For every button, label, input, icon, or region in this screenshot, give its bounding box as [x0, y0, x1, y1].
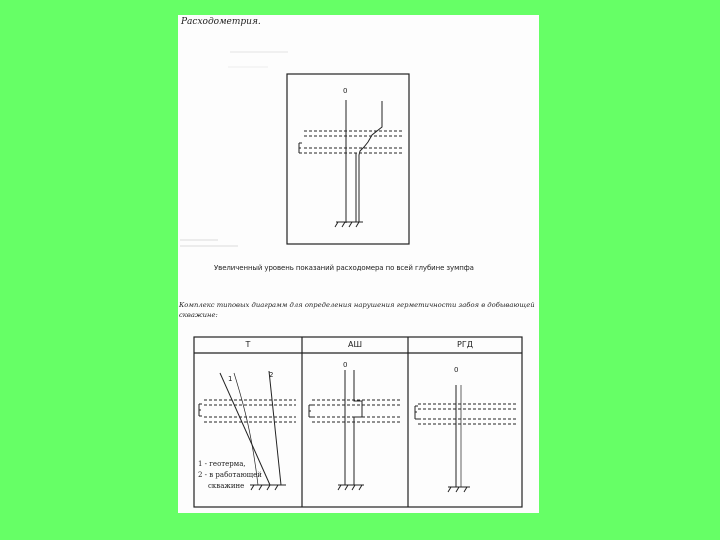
figure1-caption: Увеличенный уровень показаний расходомера по всей глубине зумпфа	[214, 264, 474, 272]
figure1-bottom-hatch	[335, 222, 359, 227]
section-caption: Комплекс типовых диаграмм для определения нарушения герметичности забоя в добывающей скважине:	[179, 301, 535, 319]
figure1-flow-curve	[359, 101, 382, 222]
scanned-document-page	[178, 15, 539, 513]
legend-line-2: 2 - в работающей	[198, 471, 262, 479]
col3-bottom-hatch	[448, 487, 467, 492]
document-heading: Расходометрия.	[181, 17, 261, 27]
col1-e-mark	[199, 404, 202, 416]
col2-bottom-hatch	[338, 485, 362, 490]
table-column-header-t: Т	[245, 340, 251, 349]
col2-e-mark	[309, 405, 312, 417]
col3-e-mark	[415, 406, 418, 419]
table-column-header-ash: АШ	[347, 340, 363, 349]
curve-label-1: 1	[228, 375, 233, 383]
working-well-curve	[269, 371, 281, 485]
legend-line-3: скважине	[208, 482, 245, 490]
col1-bottom-hatch	[251, 485, 278, 490]
legend-line-1: 1 - геотерма,	[198, 460, 246, 468]
figure1-zero-label: 0	[343, 87, 348, 95]
table-column-header-rgd: РГД	[457, 340, 473, 349]
col2-zero-label: 0	[343, 361, 348, 369]
col3-zero-label: 0	[454, 366, 459, 374]
figure1-e-mark	[299, 143, 302, 153]
col2-flow-curve	[354, 370, 362, 485]
figure1-frame	[287, 74, 409, 244]
curve-label-2: 2	[269, 371, 274, 379]
